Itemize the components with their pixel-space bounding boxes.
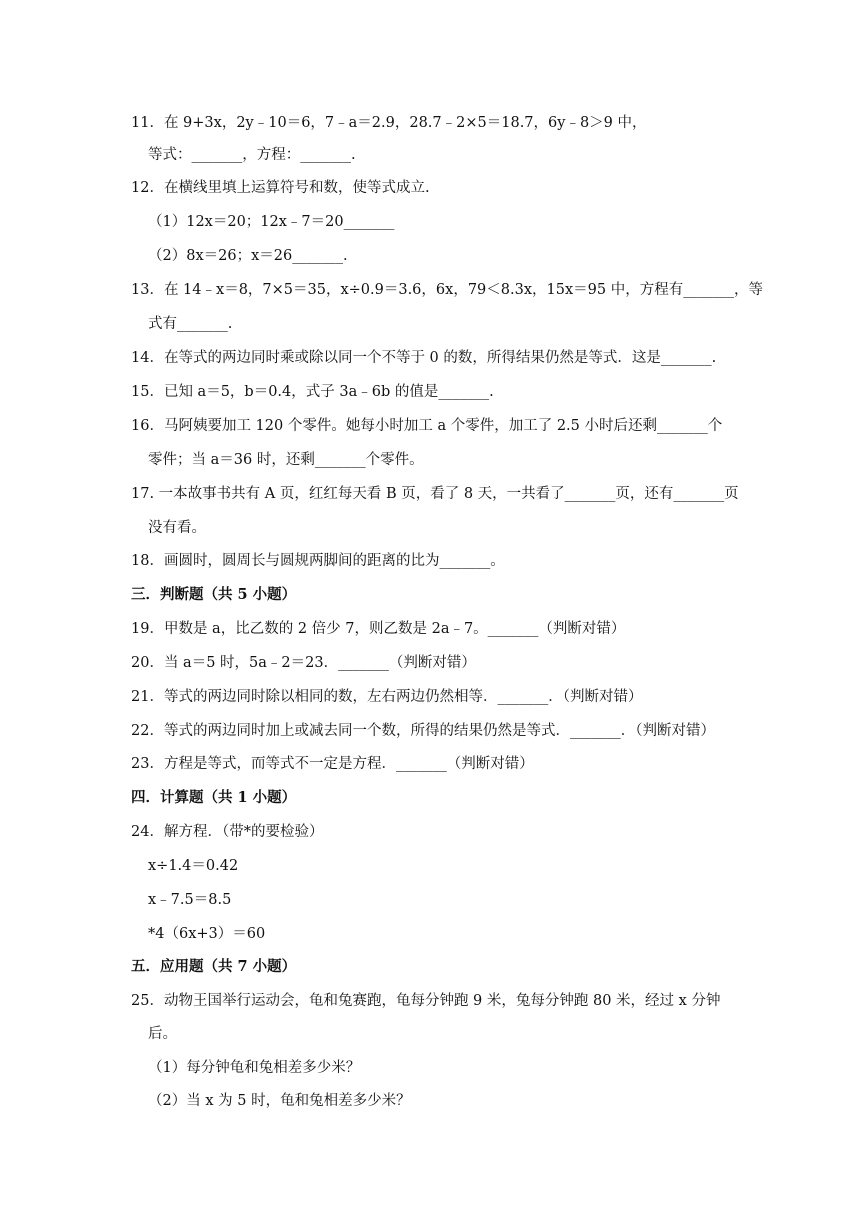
q25-line1: 25．动物王国举行运动会，龟和兔赛跑，龟每分钟跑 9 米，兔每分钟跑 80 米，经过 x 分钟 [131, 993, 721, 1009]
q23: 23．方程是等式，而等式不一定是方程．_______（判断对错） [131, 756, 534, 772]
q18: 18．画圆时，圆周长与圆规两脚间的距离的比为_______。 [131, 553, 505, 569]
q25-part2: （2）当 x 为 5 时，龟和兔相差多少米？ [148, 1093, 411, 1109]
q25-line2: 后。 [148, 1026, 177, 1042]
q16-line2: 零件；当 a＝36 时，还剩_______个零件。 [148, 452, 424, 468]
q16-line1: 16．马阿姨要加工 120 个零件。她每小时加工 a 个零件，加工了 2.5 小时后还剩_______个 [131, 418, 723, 434]
q21: 21．等式的两边同时除以相同的数，左右两边仍然相等．_______．（判断对错） [131, 689, 643, 705]
section-calc-heading: 四．计算题（共 1 小题） [131, 789, 297, 806]
q22: 22．等式的两边同时加上或减去同一个数，所得的结果仍然是等式．_______．（判断对错） [131, 723, 715, 739]
q15: 15．已知 a＝5，b＝0.4，式子 3a﹣6b 的值是_______. [131, 384, 494, 400]
q24-eq3: *4（6x+3）＝60 [148, 926, 266, 942]
q25-part1: （1）每分钟龟和兔相差多少米？ [148, 1060, 361, 1076]
q13-line1: 13．在 14﹣x＝8，7×5＝35，x÷0.9＝3.6，6x，79＜8.3x，15x＝95 中，方程有_______，等 [131, 282, 763, 298]
q14: 14．在等式的两边同时乘或除以同一个不等于 0 的数，所得结果仍然是等式．这是_______. [131, 350, 717, 366]
q20: 20．当 a＝5 时，5a﹣2＝23．_______（判断对错） [131, 655, 476, 671]
q11-line1: 11．在 9+3x，2y﹣10＝6，7﹣a＝2.9，28.7﹣2×5＝18.7，6y﹣8＞9 中， [131, 115, 647, 131]
q24-eq1: x÷1.4＝0.42 [148, 858, 239, 874]
q12-title: 12．在横线里填上运算符号和数，使等式成立. [131, 180, 430, 196]
section-judge-heading: 三．判断题（共 5 小题） [131, 586, 297, 603]
q11-line2: 等式：_______，方程：_______. [148, 147, 356, 163]
q12-part1: （1）12x＝20；12x﹣7＝20_______ [148, 214, 395, 230]
q13-line2: 式有_______. [148, 316, 233, 332]
q19: 19．甲数是 a，比乙数的 2 倍少 7，则乙数是 2a﹣7。_______（判断对错） [131, 621, 626, 637]
q24-eq2: x﹣7.5＝8.5 [148, 892, 232, 908]
q12-part2: （2）8x＝26；x＝26_______. [148, 248, 348, 264]
section-app-heading: 五．应用题（共 7 小题） [131, 958, 297, 975]
q24-title: 24．解方程．（带*的要检验） [131, 824, 324, 840]
q17-line1: 17. 一本故事书共有 A 页，红红每天看 B 页，看了 8 天，一共看了_______页，还有_______页 [131, 486, 739, 502]
q17-line2: 没有看。 [148, 520, 206, 536]
